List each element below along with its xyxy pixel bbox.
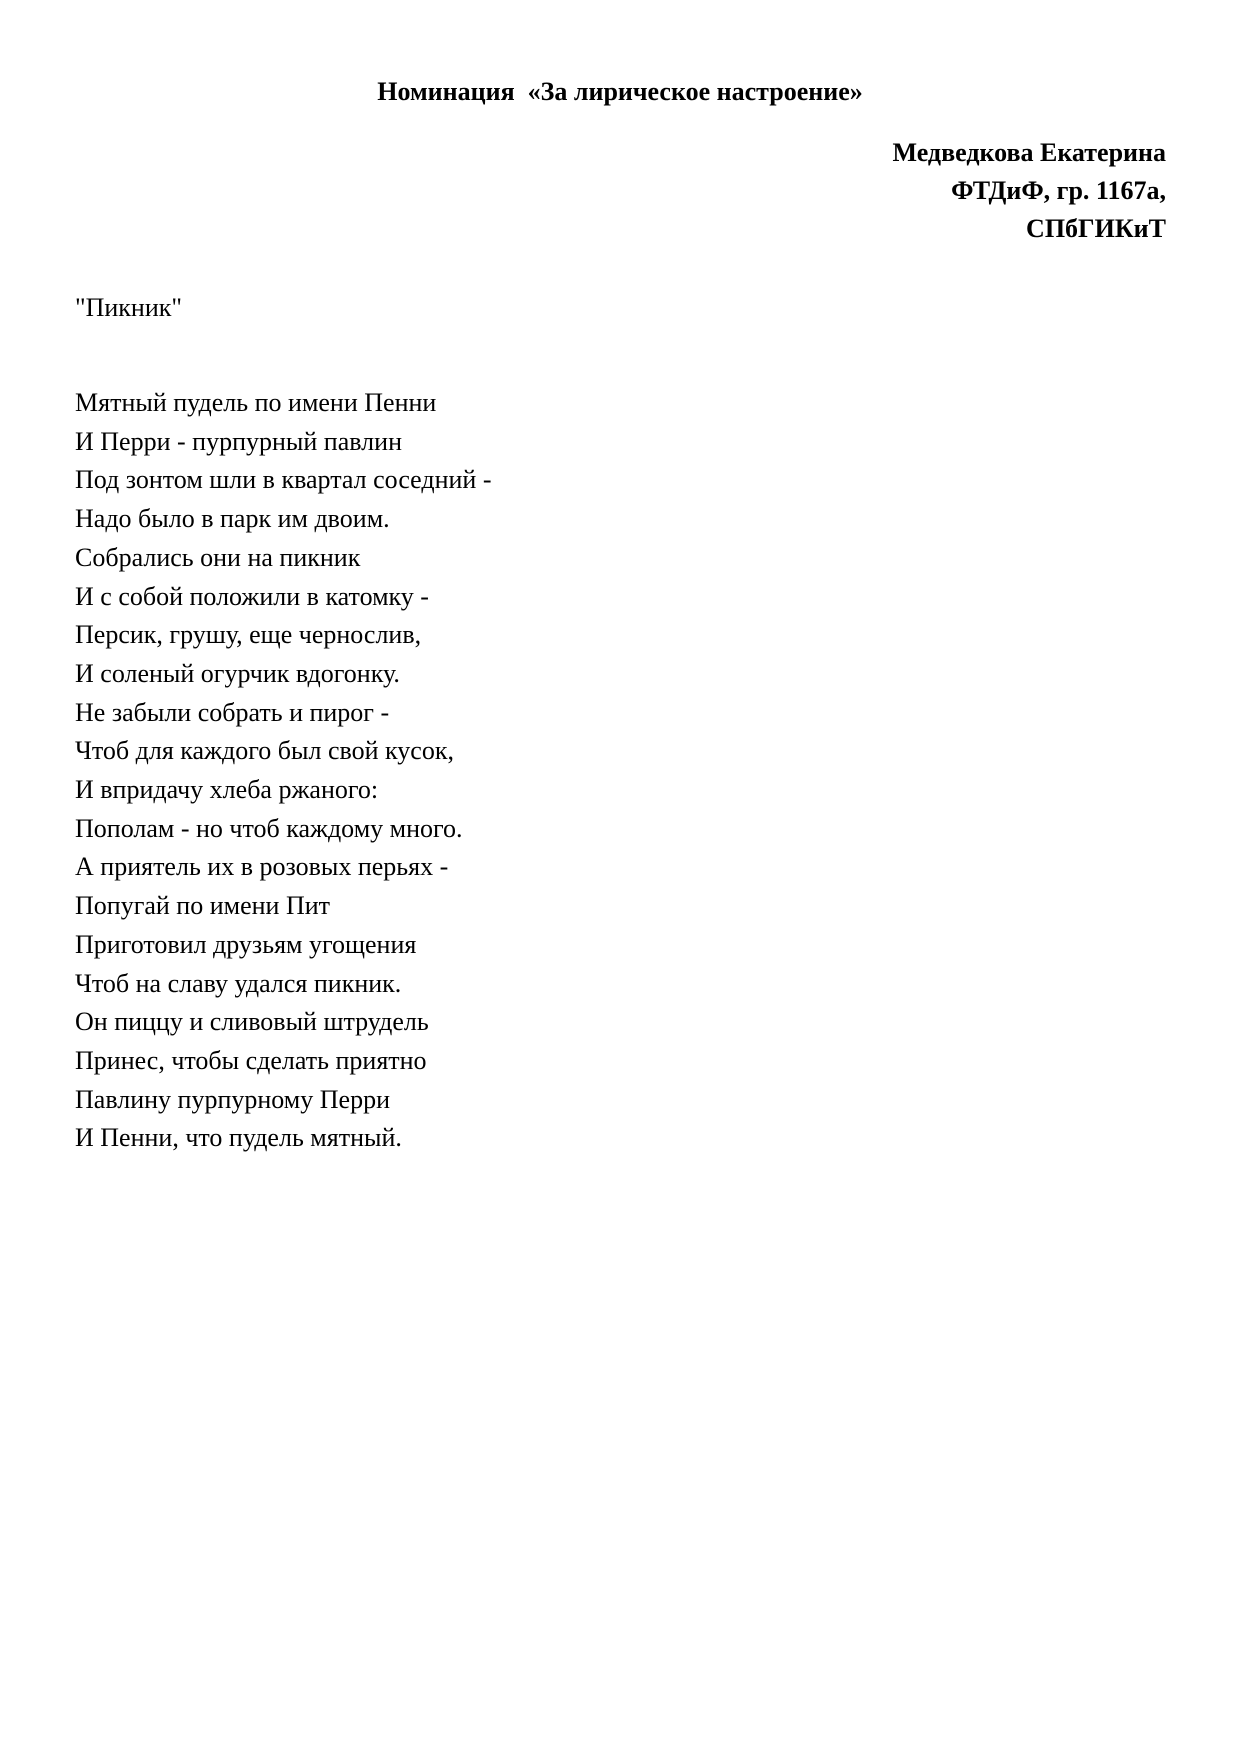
poem-line: Он пиццу и сливовый штрудель — [75, 1007, 429, 1037]
poem-line: Приготовил друзьям угощения — [75, 929, 417, 959]
author-block — [893, 134, 1166, 248]
poem-line: А приятель их в розовых перьях - — [75, 852, 449, 882]
poem-title: "Пикник" — [75, 293, 183, 322]
poem-line: Принес, чтобы сделать приятно — [75, 1045, 427, 1075]
author-group: ФТДиФ, гр. 1167а, — [951, 176, 1166, 205]
poem-line: Не забыли собрать и пирог - — [75, 697, 390, 727]
poem-line: Надо было в парк им двоим. — [75, 504, 390, 534]
poem-line: Мятный пудель по имени Пенни — [75, 388, 437, 417]
poem-line: И соленый огурчик вдогонку. — [75, 658, 400, 688]
poem-line: Под зонтом шли в квартал соседний - — [75, 465, 492, 495]
poem-body — [75, 384, 492, 1158]
poem-line: И впридачу хлеба ржаного: — [75, 775, 379, 805]
poem-line: И Пенни, что пудель мятный. — [75, 1123, 402, 1153]
poem-line: Собрались они на пикник — [75, 542, 361, 572]
author-university: СПбГИКиТ — [1026, 214, 1166, 243]
poem-line: И Перри - пурпурный павлин — [75, 426, 402, 456]
poem-line: Пополам - но чтоб каждому много. — [75, 813, 463, 843]
poem-line: И с собой положили в катомку - — [75, 581, 429, 611]
poem-line: Чтоб для каждого был свой кусок, — [75, 736, 454, 766]
poem-line: Павлину пурпурному Перри — [75, 1084, 390, 1114]
poem-line: Персик, грушу, еще чернослив, — [75, 620, 422, 650]
poem-line: Чтоб на славу удался пикник. — [75, 968, 402, 998]
author-name: Медведкова Екатерина — [892, 138, 1166, 167]
nomination-heading: Номинация «За лирическое настроение» — [377, 77, 863, 106]
poem-line: Попугай по имени Пит — [75, 891, 331, 921]
